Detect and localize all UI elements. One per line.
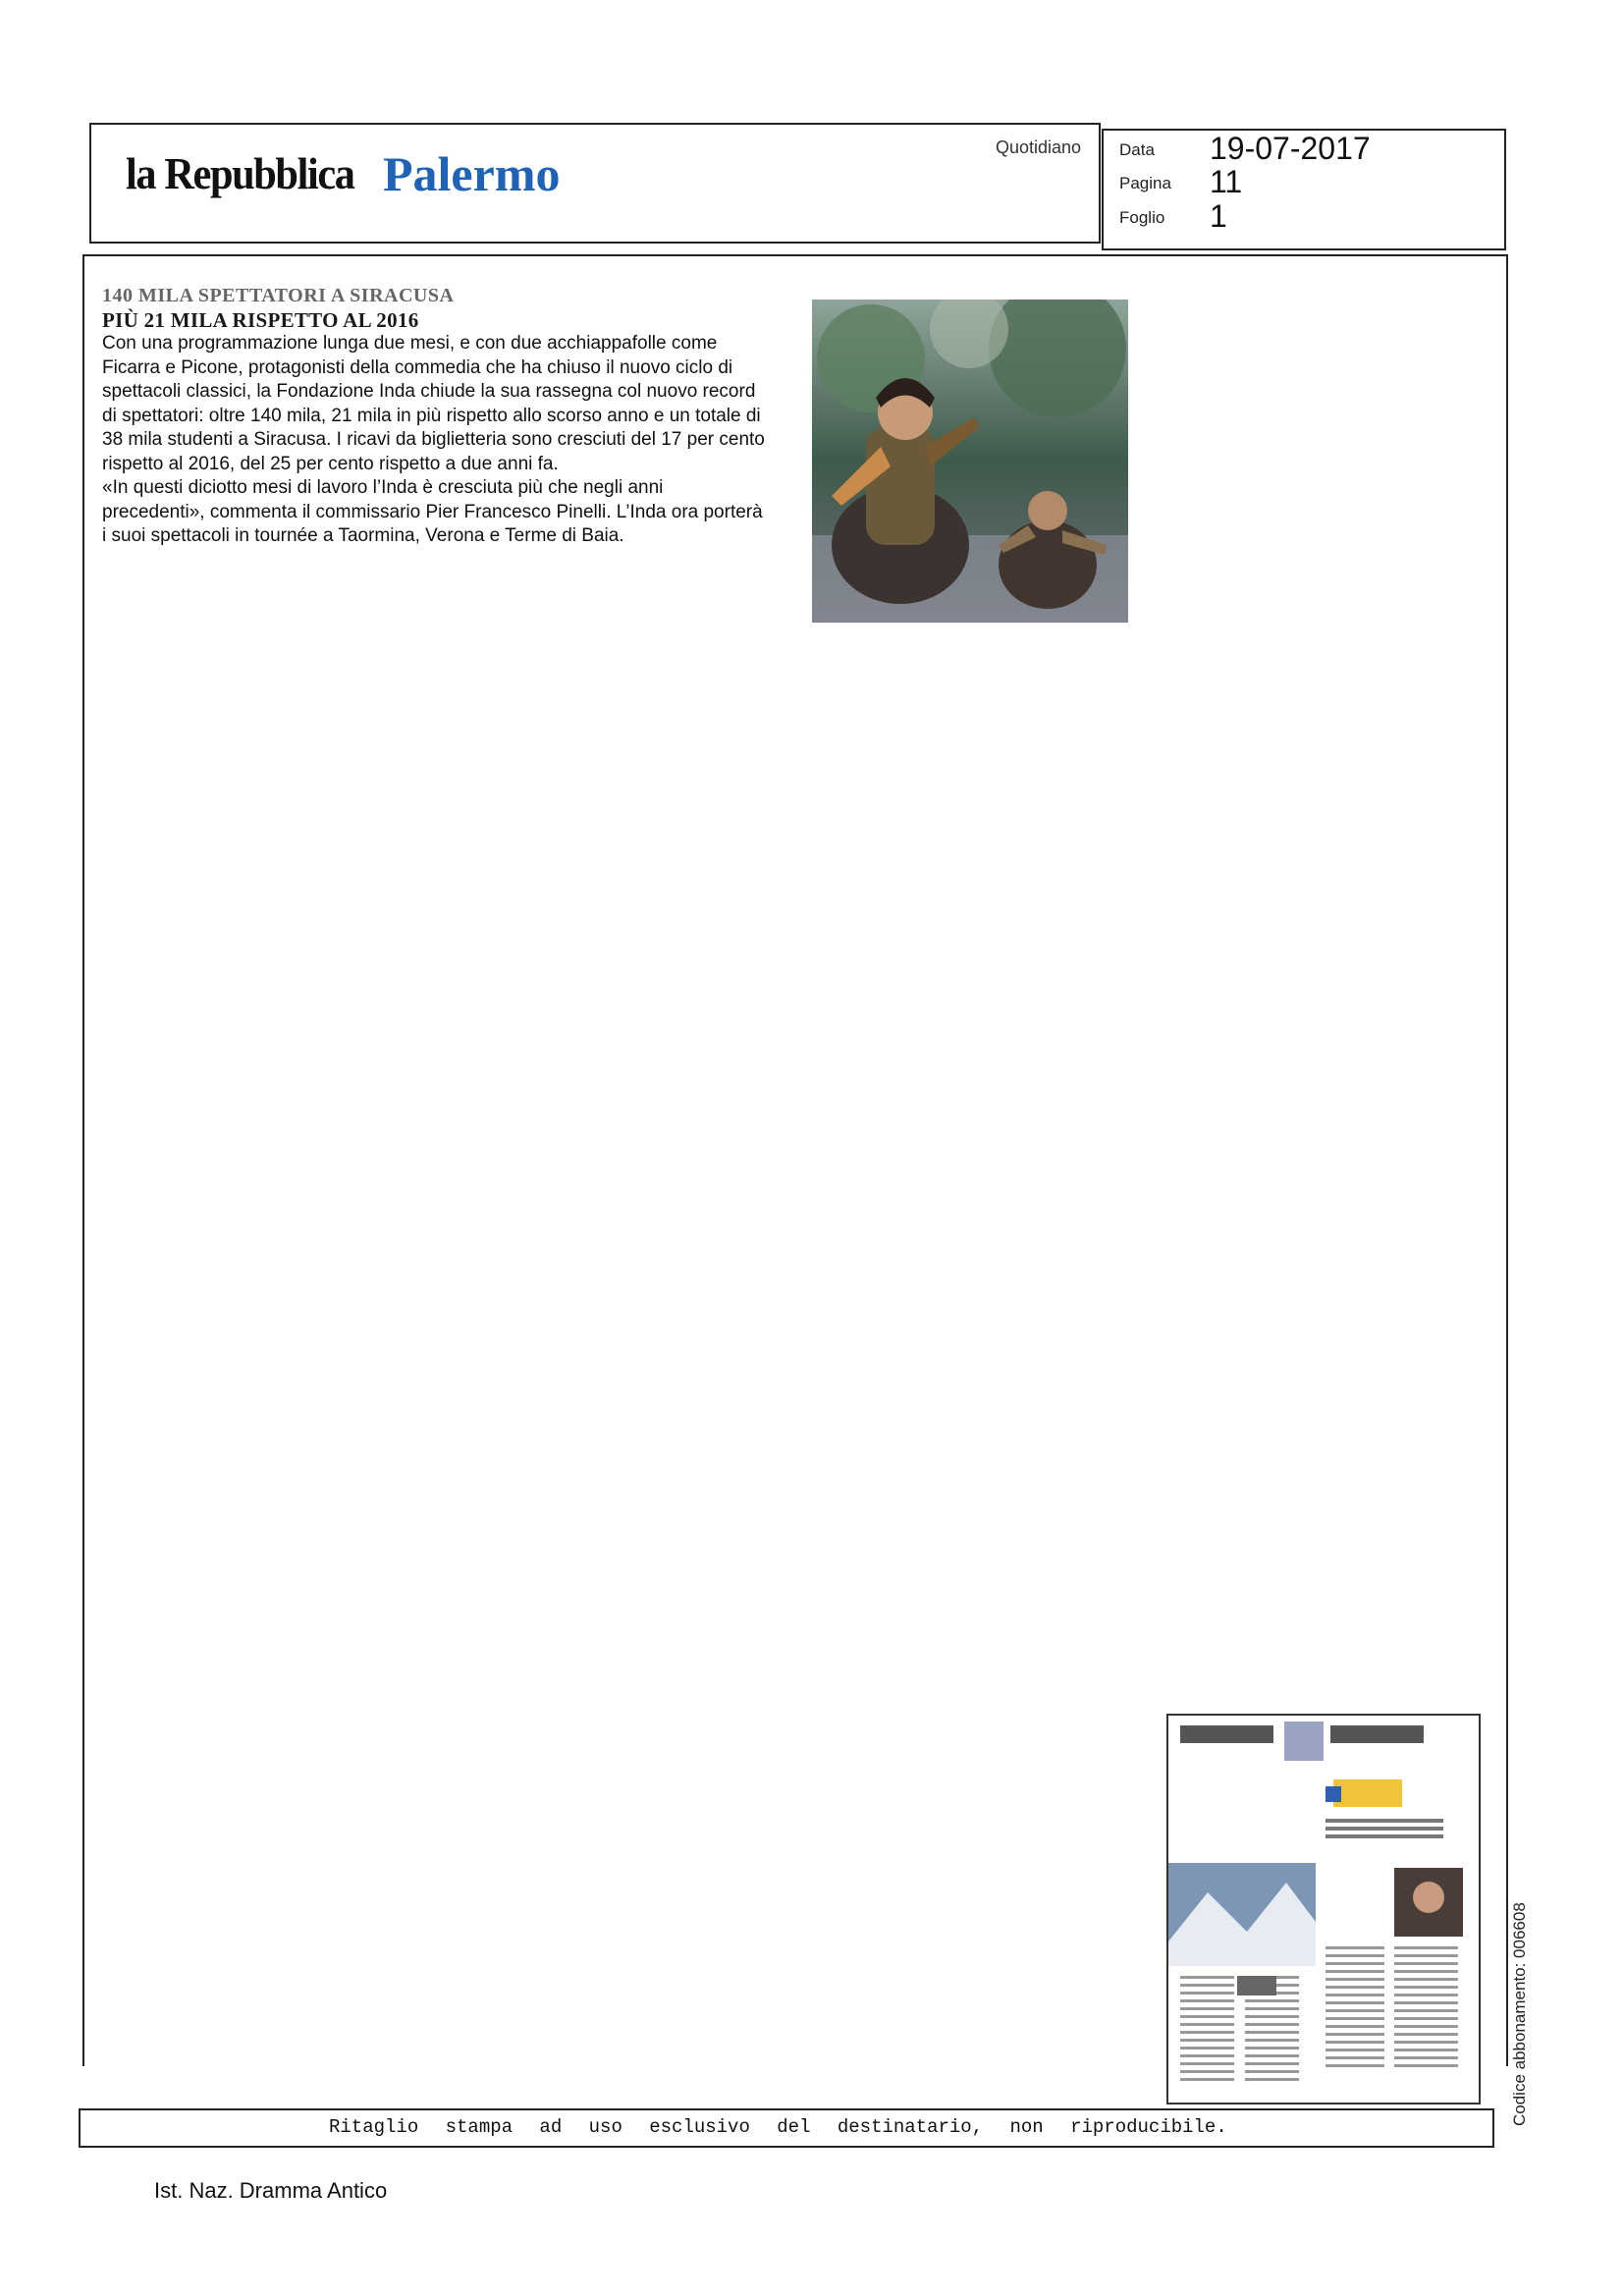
- article-paragraph: «In questi diciotto mesi di lavoro l’Inda è cresciuta più che negli anni precedenti», commenta il commissario Pier Francesco Pinelli. L’Inda ora porterà i suoi spettacoli in tournée a Taormina, Verona e Terme di Baia.: [102, 477, 763, 546]
- newspaper-logo: la Repubblica: [126, 148, 354, 198]
- publisher-name: Ist. Naz. Dramma Antico: [154, 2178, 388, 2203]
- copyright-notice: Ritaglio stampa ad uso esclusivo del destinatario, non riproducibile.: [329, 2116, 1227, 2138]
- sheet-label: Foglio: [1119, 208, 1165, 227]
- article-photo: [812, 300, 1128, 623]
- article-paragraph: Con una programmazione lunga due mesi, e con due acchiappafolle come Ficarra e Picone, protagonisti della commedia che ha chiuso il nuovo ciclo di spettacoli classici, la Fondazione Inda chiude la sua rassegna col nuovo record di spettatori: oltre 140 mila, 21 mila in più rispetto allo scorso anno e un totale di 38 mila studenti a Siracusa. I ricavi da biglietteria sono cresciuti del 17 per cento rispetto al 2016, del 25 per cento rispetto a due anni fa.: [102, 333, 765, 474]
- page-value: 11: [1210, 164, 1243, 199]
- page-thumbnail: [1166, 1714, 1481, 2105]
- edition-logo: Palermo: [383, 146, 561, 201]
- article-kicker: 140 MILA SPETTATORI A SIRACUSA: [102, 285, 455, 306]
- date-label: Data: [1119, 140, 1155, 159]
- article-body: [102, 332, 770, 549]
- date-value: 19-07-2017: [1210, 131, 1371, 166]
- page-thumbnail-image: [1168, 1716, 1479, 2103]
- subscription-code: Codice abbonamento: 006608: [1510, 1902, 1529, 2126]
- sheet-value: 1: [1210, 198, 1227, 234]
- article-headline: PIÙ 21 MILA RISPETTO AL 2016: [102, 308, 419, 332]
- stage-scene-image: [812, 300, 1128, 623]
- publication-type: Quotidiano: [996, 137, 1082, 157]
- page-label: Pagina: [1119, 174, 1171, 192]
